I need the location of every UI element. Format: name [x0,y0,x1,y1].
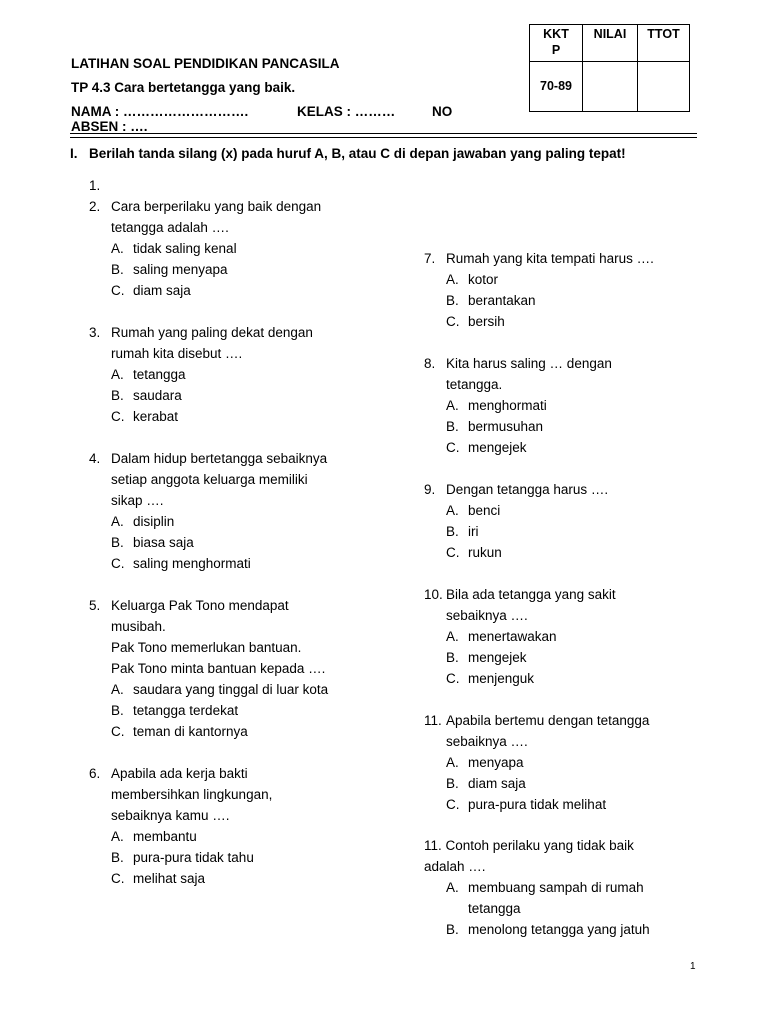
question-text: setiap anggota keluarga memiliki [111,472,308,487]
option-letter: B. [446,922,459,937]
question-line [424,479,724,500]
option-letter: B. [111,703,124,718]
question-number: 6. [89,766,101,781]
option-letter: C. [111,724,125,739]
option-text: menertawakan [468,629,557,644]
answer-option[interactable] [424,395,724,416]
option-text: biasa saja [133,535,194,550]
option-text: pura-pura tidak melihat [468,797,607,812]
question-line [424,353,724,374]
option-letter: A. [111,829,124,844]
question-line [89,217,389,238]
answer-option[interactable] [424,416,724,437]
option-text: iri [468,524,479,539]
option-text: mengejek [468,440,527,455]
no-label: NO [432,104,453,119]
answer-option[interactable] [89,385,389,406]
answer-option[interactable] [424,668,724,689]
option-text: bersih [468,314,505,329]
question-text: Kita harus saling … dengan [446,356,612,371]
option-text: tetangga [133,367,186,382]
instruction-text: Berilah tanda silang (x) pada huruf A, B, atau C di depan jawaban yang paling tepat! [89,146,626,161]
answer-option[interactable] [424,437,724,458]
option-text: berantakan [468,293,536,308]
option-text: pura-pura tidak tahu [133,850,254,865]
option-text: saling menghormati [133,556,251,571]
answer-option[interactable] [424,626,724,647]
answer-option[interactable] [89,721,389,742]
question [424,710,724,815]
option-letter: A. [446,755,459,770]
nama-field[interactable]: NAMA : ………………………. [71,104,249,119]
option-letter: A. [446,880,459,895]
question-text: Dengan tetangga harus …. [446,482,609,497]
option-letter: B. [446,293,459,308]
option-text: melihat saja [133,871,206,886]
answer-option[interactable] [89,868,389,889]
option-letter: C. [446,671,460,686]
question-number: 2. [89,199,101,214]
question-line [89,322,389,343]
option-letter: C. [111,283,125,298]
question [89,196,389,301]
question-line [89,469,389,490]
question-number: 3. [89,325,101,340]
answer-option[interactable] [89,259,389,280]
option-text: diam saja [133,283,191,298]
question-number: 5. [89,598,101,613]
kktp-header: KKT P [530,25,583,62]
question-line [89,595,389,616]
question [89,763,389,889]
question-text: Pak Tono minta bantuan kepada …. [111,661,326,676]
option-letter: B. [111,262,124,277]
option-text-continued: tetangga [468,901,521,916]
answer-option[interactable] [89,700,389,721]
option-text: benci [468,503,501,518]
option-letter: B. [446,524,459,539]
option-letter: B. [111,535,124,550]
nilai-value [583,62,638,112]
question [424,353,724,458]
question-number: 11. [424,713,442,728]
option-letter: A. [446,272,459,287]
ttot-header: TTOT [638,25,690,62]
option-letter: A. [446,398,459,413]
question-line [89,637,389,658]
question-text: sebaiknya kamu …. [111,808,230,823]
option-text: mengejek [468,650,527,665]
question-text: Keluarga Pak Tono mendapat [111,598,289,613]
question-text: Bila ada tetangga yang sakit [446,587,616,602]
option-text: bermusuhan [468,419,544,434]
nilai-header: NILAI [583,25,638,62]
question [89,175,389,196]
option-letter: B. [111,388,124,403]
option-letter: B. [111,850,124,865]
question-line [89,658,389,679]
answer-option[interactable] [89,679,389,700]
question-text: adalah …. [424,859,486,874]
option-text: menjenguk [468,671,535,686]
questions-right-column [424,248,724,836]
question [424,584,724,689]
answer-option[interactable] [89,364,389,385]
option-text: menghormati [468,398,547,413]
option-letter: C. [446,545,460,560]
question-number: 10. [424,587,443,602]
question-text: tetangga. [446,377,503,392]
option-letter: B. [446,650,459,665]
question-text: tetangga adalah …. [111,220,229,235]
question [424,479,724,563]
answer-option[interactable] [424,877,724,898]
option-text: membuang sampah di rumah [468,880,644,895]
score-table [529,24,690,112]
answer-option[interactable] [424,290,724,311]
answer-option[interactable] [89,553,389,574]
question-line [89,490,389,511]
answer-option[interactable] [424,269,724,290]
answer-option[interactable] [89,532,389,553]
question-text: sebaiknya …. [446,734,528,749]
option-text: menyapa [468,755,524,770]
question-line [89,175,389,196]
option-text: rukun [468,545,502,560]
question-line [424,605,724,626]
option-text: teman di kantornya [133,724,248,739]
answer-option[interactable] [424,919,724,940]
option-text: tetangga terdekat [133,703,239,718]
question-line [424,248,724,269]
question-line [424,731,724,752]
question-line [89,448,389,469]
answer-option[interactable] [424,521,724,542]
question-line [424,374,724,395]
question-text: Apabila bertemu dengan tetangga [446,713,650,728]
question-number: 4. [89,451,101,466]
header-divider [70,137,697,138]
option-text: membantu [133,829,197,844]
question [89,595,389,742]
section-number: I. [70,146,78,161]
questions-left-column [89,175,389,910]
option-letter: A. [111,367,124,382]
question-text: musibah. [111,619,166,634]
question-text: rumah kita disebut …. [111,346,243,361]
instruction [70,146,626,161]
option-letter: A. [111,241,124,256]
option-letter: A. [111,682,124,697]
option-text: diam saja [468,776,526,791]
option-text: kerabat [133,409,179,424]
option-letter: B. [446,419,459,434]
option-letter: C. [111,409,125,424]
kelas-field[interactable]: KELAS : ……… [297,104,396,119]
question-line [89,805,389,826]
question-text: Dalam hidup bertetangga sebaiknya [111,451,328,466]
answer-option[interactable] [424,647,724,668]
question-number: 7. [424,251,436,266]
option-letter: C. [446,440,460,455]
option-letter: C. [446,797,460,812]
question-line [89,196,389,217]
worksheet-title: LATIHAN SOAL PENDIDIKAN PANCASILA [71,56,340,71]
question-text: Cara berperilaku yang baik dengan [111,199,322,214]
option-letter: A. [111,514,124,529]
option-text: saudara [133,388,182,403]
question-12 [424,835,724,940]
question-text: Apabila ada kerja bakti [111,766,248,781]
option-letter: C. [111,871,125,886]
answer-option[interactable] [89,406,389,427]
question-line [89,784,389,805]
answer-option[interactable] [424,773,724,794]
option-text: disiplin [133,514,175,529]
answer-option[interactable] [424,542,724,563]
question [89,448,389,574]
option-text: tidak saling kenal [133,241,237,256]
option-letter: A. [446,503,459,518]
page-number: 1 [690,961,696,972]
answer-option[interactable] [424,311,724,332]
answer-option[interactable] [424,500,724,521]
answer-option[interactable] [89,238,389,259]
question-line [424,710,724,731]
ttot-value [638,62,690,112]
answer-option[interactable] [424,752,724,773]
question-text: 11. Contoh perilaku yang tidak baik [424,838,634,853]
question-text: Rumah yang kita tempati harus …. [446,251,654,266]
question-text: Pak Tono memerlukan bantuan. [111,640,302,655]
question-text: sebaiknya …. [446,608,528,623]
question-text: Rumah yang paling dekat dengan [111,325,313,340]
option-letter: B. [446,776,459,791]
option-text: kotor [468,272,499,287]
learning-objective: TP 4.3 Cara bertetangga yang baik. [71,80,296,95]
question-text: membersihkan lingkungan, [111,787,273,802]
answer-option[interactable] [89,826,389,847]
option-letter: C. [111,556,125,571]
option-text: saling menyapa [133,262,228,277]
question-line [89,763,389,784]
answer-option[interactable] [89,511,389,532]
option-letter: C. [446,314,460,329]
question [424,248,724,332]
answer-option[interactable] [89,847,389,868]
question-text: sikap …. [111,493,164,508]
header-divider [70,133,697,134]
question-line [424,584,724,605]
absen-field[interactable]: ABSEN : …. [71,119,148,134]
answer-option[interactable] [424,794,724,815]
question-number: 1. [89,178,101,193]
question-line [89,616,389,637]
option-text: saudara yang tinggal di luar kota [133,682,329,697]
answer-option[interactable] [89,280,389,301]
question [89,322,389,427]
option-letter: A. [446,629,459,644]
option-text: menolong tetangga yang jatuh [468,922,650,937]
kktp-value: 70-89 [530,62,583,112]
question-number: 9. [424,482,436,497]
question-line [89,343,389,364]
question-number: 8. [424,356,436,371]
